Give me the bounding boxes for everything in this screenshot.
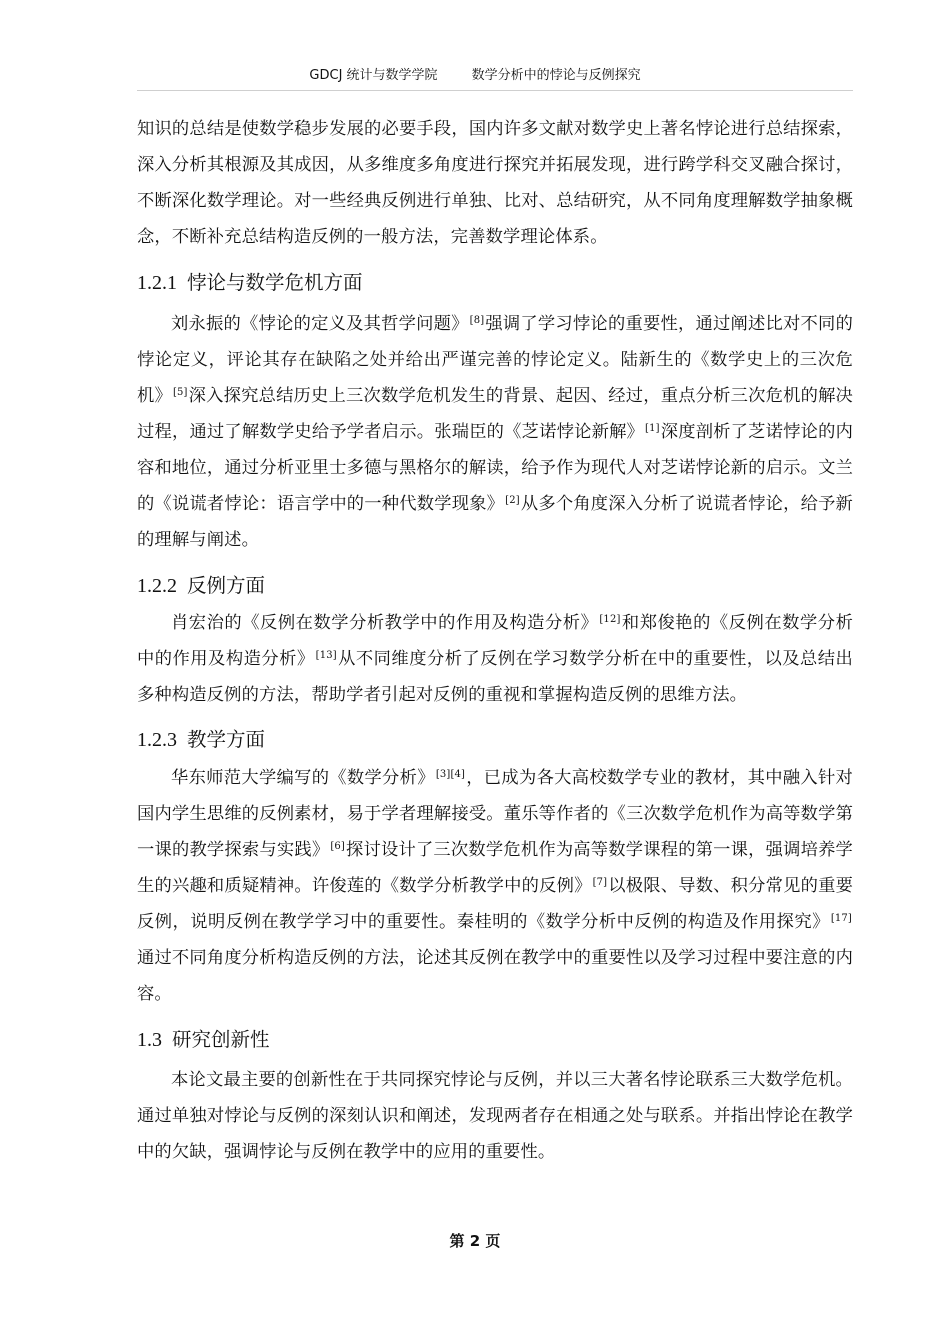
- citation-ref[interactable]: [3][4]: [435, 769, 466, 780]
- paragraph-text: 强调了学习悖论的重要性，通过阐述比对不同的悖论定义，评论其存在缺陷之处并给出严谨完善的悖论定义。陆新生的《数学史上的三次危机》: [137, 314, 853, 406]
- citation-ref[interactable]: [13]: [315, 650, 337, 661]
- section-number: 1.3: [137, 1029, 162, 1051]
- section-heading-counterexamples: [137, 572, 853, 600]
- section-number: 1.2.3: [137, 729, 177, 751]
- paragraph-text: 本论文最主要的创新性在于共同探究悖论与反例，并以三大著名悖论联系三大数学危机。通过单独对悖论与反例的深刻认识和阐述，发现两者存在相通之处与联系。并指出悖论在教学中的欠缺，强调悖论与反例在教学中的应用的重要性。: [137, 1070, 853, 1162]
- paragraph-text: ，已成为各大高校数学专业的教材，其中融入针对国内学生思维的反例素材，易于学者理解接受。董乐等作者的《三次数学危机作为高等数学第一课的教学探索与实践》: [137, 768, 853, 860]
- header-thesis-title: 数学分析中的悖论与反例探究: [471, 68, 641, 83]
- section-paragraph-innovation: [137, 1062, 853, 1170]
- paragraph-text: 以极限、导数、积分常见的重要反例，说明反例在教学学习中的重要性。秦桂明的《数学分析中反例的构造及作用探究》: [137, 876, 853, 932]
- citation-ref[interactable]: [12]: [599, 614, 621, 625]
- paragraph-text: 刘永振的《悖论的定义及其哲学问题》: [171, 314, 469, 334]
- citation-ref[interactable]: [7]: [592, 877, 608, 888]
- section-title: 反例方面: [187, 574, 266, 597]
- header-divider: [137, 90, 853, 91]
- section-paragraph-counterexamples: [137, 605, 853, 713]
- running-header: [0, 64, 950, 83]
- paragraph-text: 从多个角度深入分析了说谎者悖论，给予新的理解与阐述。: [137, 494, 853, 550]
- section-number: 1.2.1: [137, 272, 177, 294]
- section-paragraph-paradox-crisis: [137, 306, 853, 558]
- section-title: 研究创新性: [172, 1028, 270, 1051]
- section-heading-innovation: [137, 1026, 853, 1054]
- paragraph-text: 从不同维度分析了反例在学习数学分析在中的重要性，以及总结出多种构造反例的方法，帮助学者引起对反例的重视和掌握构造反例的思维方法。: [137, 649, 853, 705]
- page-number: 第 2 页: [449, 1232, 501, 1250]
- citation-ref[interactable]: [8]: [469, 315, 485, 326]
- section-heading-teaching: [137, 726, 853, 754]
- paragraph-text: 通过不同角度分析构造反例的方法，论述其反例在教学中的重要性以及学习过程中要注意的内容。: [137, 948, 853, 1004]
- section-title: 悖论与数学危机方面: [187, 271, 363, 294]
- page-body: [137, 111, 853, 1170]
- citation-ref[interactable]: [2]: [505, 495, 520, 506]
- citation-ref[interactable]: [5]: [172, 387, 188, 398]
- paragraph-text: 探讨设计了三次数学危机作为高等数学课程的第一课，强调培养学生的兴趣和质疑精神。许俊莲的《数学分析教学中的反例》: [137, 840, 853, 896]
- paragraph-text: 肖宏治的《反例在数学分析教学中的作用及构造分析》: [171, 613, 599, 633]
- section-heading-paradox-crisis: [137, 269, 853, 297]
- header-school: GDCJ 统计与数学学院: [309, 68, 438, 83]
- paragraph-text: 深度剖析了芝诺悖论的内容和地位，通过分析亚里士多德与黑格尔的解读，给予作为现代人对芝诺悖论新的启示。文兰的《说谎者悖论：语言学中的一种代数学现象》: [137, 422, 853, 514]
- section-number: 1.2.2: [137, 575, 177, 597]
- section-paragraph-teaching: [137, 760, 853, 1012]
- paragraph-text: 深入探究总结历史上三次数学危机发生的背景、起因、经过，重点分析三次危机的解决过程，通过了解数学史给予学者启示。张瑞臣的《芝诺悖论新解》: [137, 386, 853, 442]
- section-title: 教学方面: [187, 728, 266, 751]
- paragraph-text: 和郑俊艳的《反例在数学分析中的作用及构造分析》: [137, 613, 854, 669]
- citation-ref[interactable]: [17]: [830, 913, 852, 924]
- intro-paragraph: 知识的总结是使数学稳步发展的必要手段，国内许多文献对数学史上著名悖论进行总结探索，深入分析其根源及其成因，从多维度多角度进行探究并拓展发现，进行跨学科交叉融合探讨，不断深化数学理论。对一些经典反例进行单独、比对、总结研究，从不同角度理解数学抽象概念，不断补充总结构造反例的一般方法，完善数学理论体系。: [137, 119, 853, 247]
- citation-ref[interactable]: [6]: [330, 841, 345, 852]
- citation-ref[interactable]: [1]: [645, 423, 660, 434]
- paragraph-text: 华东师范大学编写的《数学分析》: [171, 768, 435, 788]
